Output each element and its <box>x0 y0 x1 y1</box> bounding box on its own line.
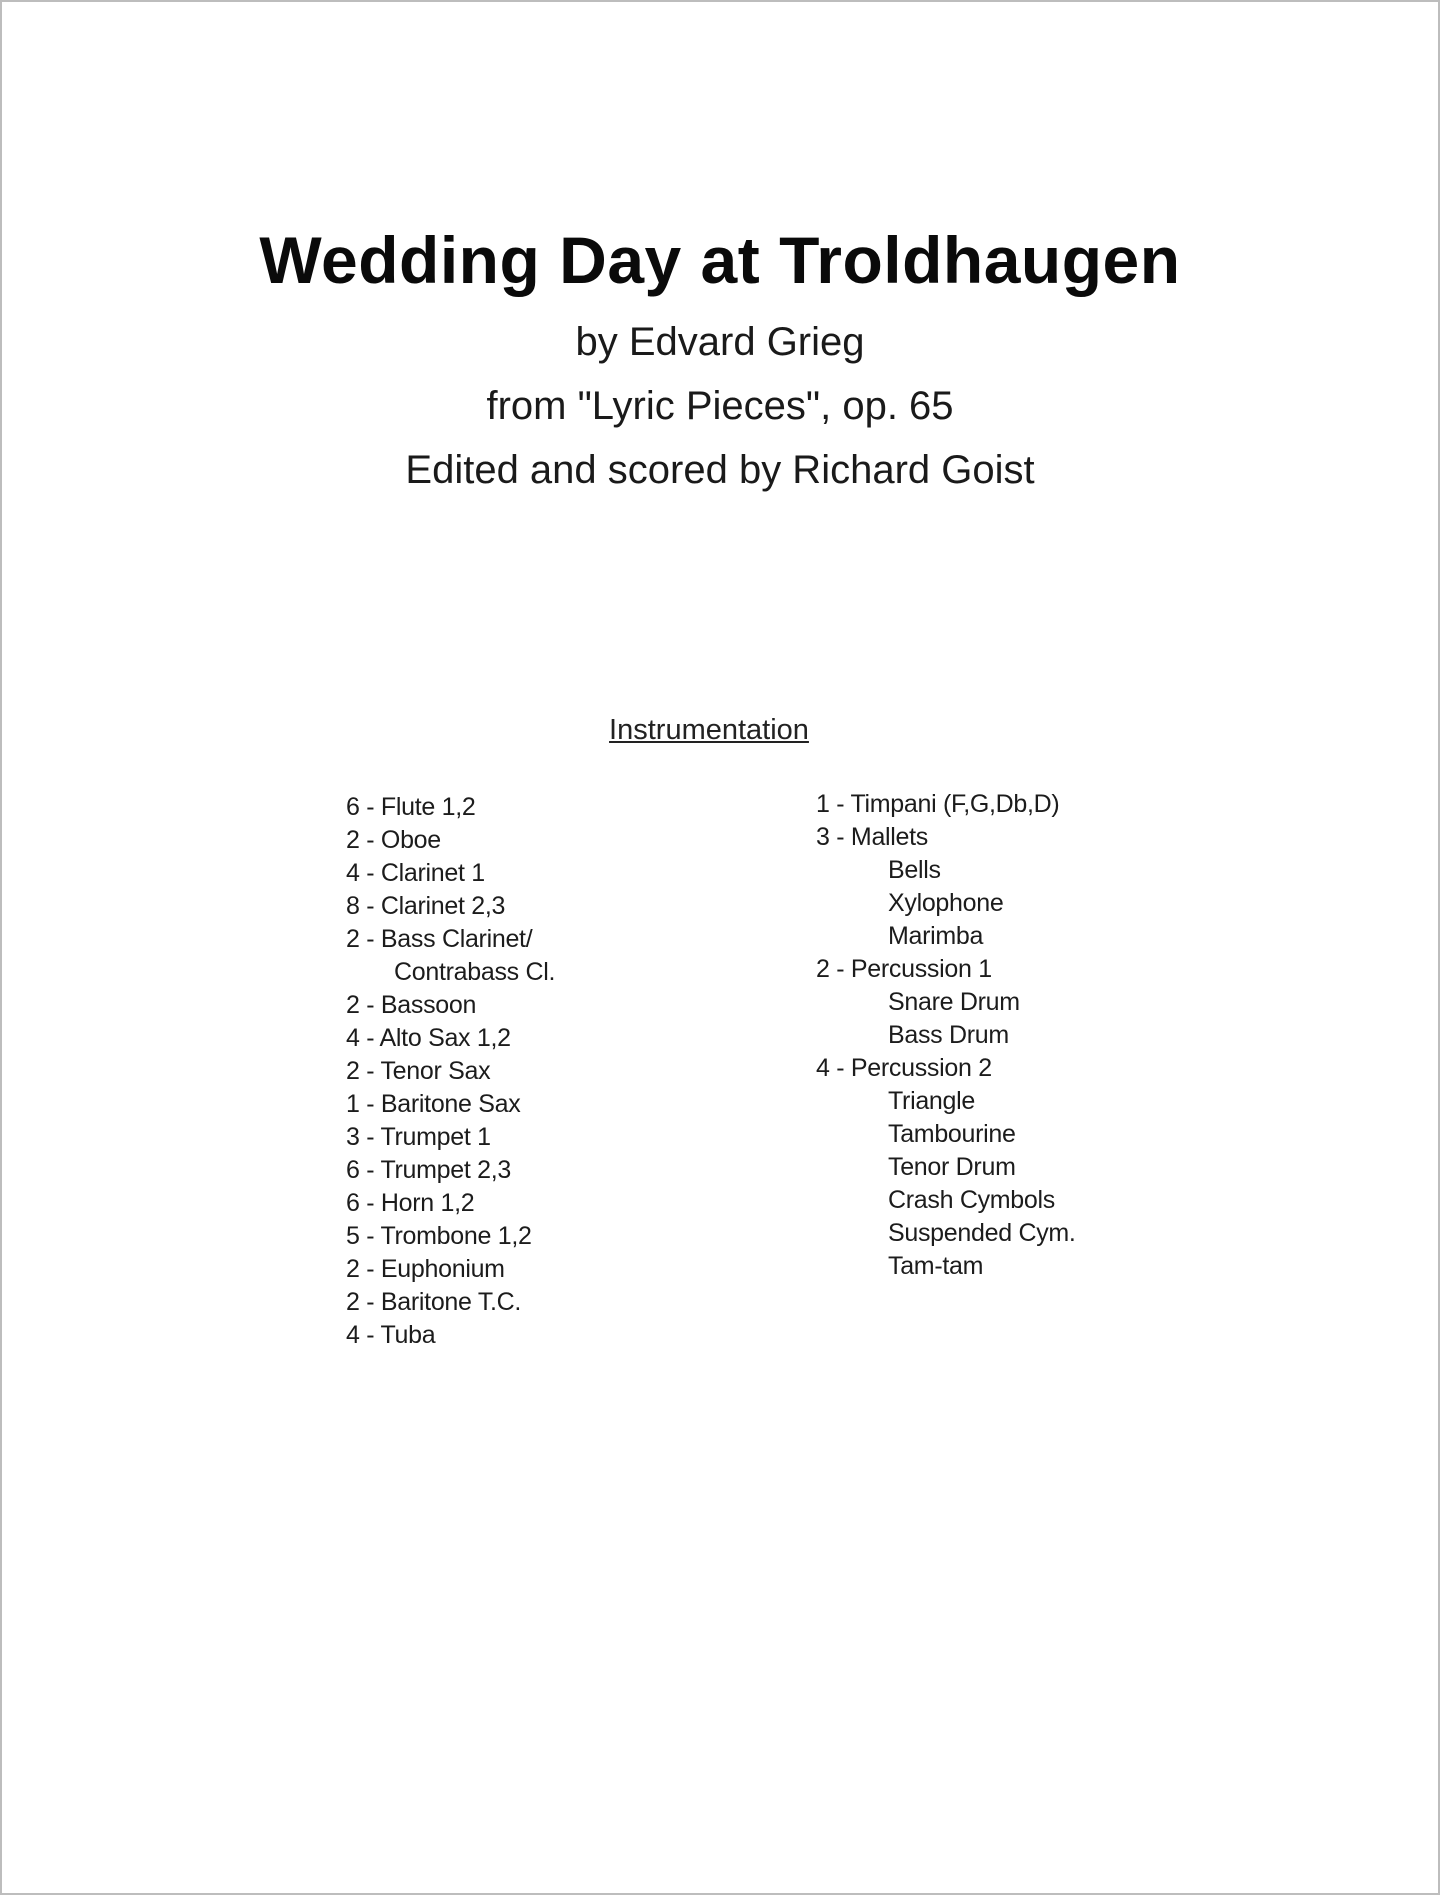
instrument-line: 2 - Bass Clarinet/ <box>346 925 533 953</box>
instrumentation-left-column <box>346 791 555 1352</box>
instrument-line: 3 - Trumpet 1 <box>346 1123 491 1151</box>
page-title: Wedding Day at Troldhaugen <box>259 223 1181 297</box>
editor-line: Edited and scored by Richard Goist <box>405 448 1035 492</box>
instrument-line: 2 - Euphonium <box>346 1255 505 1283</box>
instrument-sub-line: Suspended Cym. <box>888 1219 1076 1247</box>
instrument-line: 2 - Bassoon <box>346 991 477 1019</box>
instrument-sub-line: Xylophone <box>888 889 1004 917</box>
instrument-line: 8 - Clarinet 2,3 <box>346 892 506 920</box>
instrument-line: 6 - Trumpet 2,3 <box>346 1156 512 1184</box>
instrument-line: 6 - Flute 1,2 <box>346 793 476 821</box>
composer-line: by Edvard Grieg <box>575 320 865 364</box>
instrument-line: 2 - Percussion 1 <box>816 955 992 983</box>
instrument-line-continuation: Contrabass Cl. <box>394 958 556 986</box>
instrument-line: 6 - Horn 1,2 <box>346 1189 475 1217</box>
instrument-line: 4 - Alto Sax 1,2 <box>346 1024 511 1052</box>
instrument-line: 3 - Mallets <box>816 823 929 851</box>
instrument-sub-line: Crash Cymbols <box>888 1186 1055 1214</box>
instrument-line: 2 - Baritone T.C. <box>346 1288 522 1316</box>
instrument-line: 2 - Tenor Sax <box>346 1057 491 1085</box>
instrumentation-right-column <box>816 788 1076 1283</box>
instrument-sub-line: Tenor Drum <box>888 1153 1016 1181</box>
instrument-line: 4 - Percussion 2 <box>816 1054 992 1082</box>
instrument-sub-line: Triangle <box>888 1087 975 1115</box>
instrument-line: 2 - Oboe <box>346 826 441 854</box>
instrument-sub-line: Marimba <box>888 922 984 950</box>
instrument-line: 1 - Timpani (F,G,Db,D) <box>816 790 1060 818</box>
instrument-line: 4 - Clarinet 1 <box>346 859 485 887</box>
instrument-line: 4 - Tuba <box>346 1321 436 1349</box>
title-block <box>2 220 1438 502</box>
instrumentation-heading: Instrumentation <box>609 714 809 746</box>
instrument-line: 1 - Baritone Sax <box>346 1090 521 1118</box>
source-line: from "Lyric Pieces", op. 65 <box>486 384 954 428</box>
instrument-sub-line: Tam-tam <box>888 1252 984 1280</box>
instrument-line: 5 - Trombone 1,2 <box>346 1222 532 1250</box>
instrument-sub-line: Bass Drum <box>888 1021 1009 1049</box>
instrument-sub-line: Bells <box>888 856 941 884</box>
instrument-sub-line: Tambourine <box>888 1120 1016 1148</box>
instrument-sub-line: Snare Drum <box>888 988 1020 1016</box>
